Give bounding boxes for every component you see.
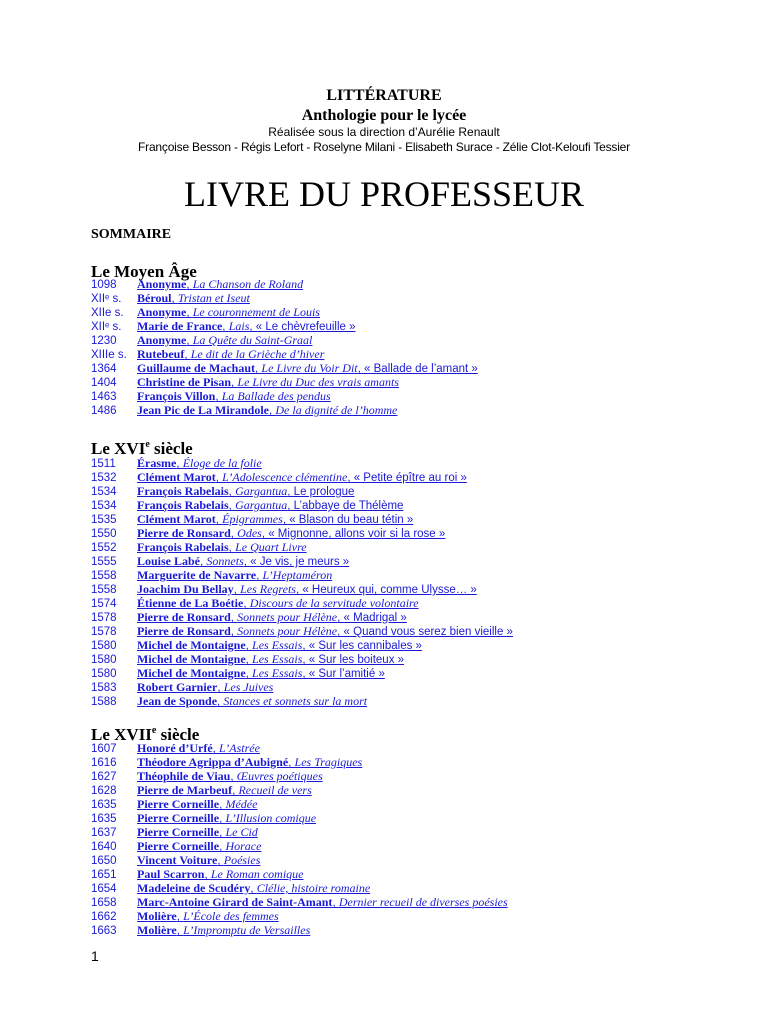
entry-author: Louise Labé xyxy=(137,554,201,568)
entry-separator: , xyxy=(215,514,223,526)
toc-entry-link[interactable] xyxy=(91,389,691,403)
entry-year: 1486 xyxy=(91,405,117,417)
entry-excerpt: , « Madrigal » xyxy=(337,612,407,624)
toc-entry-link[interactable] xyxy=(91,909,691,923)
entry-year: 1663 xyxy=(91,925,117,937)
entry-author: Michel de Montaigne xyxy=(137,652,246,666)
toc-list-xvie xyxy=(91,456,691,708)
toc-entry-link[interactable] xyxy=(91,319,691,333)
entry-author: Guillaume de Machaut xyxy=(137,361,256,375)
entry-work-title: Le Livre du Duc des vrais amants xyxy=(237,375,399,389)
entry-work-title: Dernier recueil de diverses poésies xyxy=(338,895,508,909)
entry-year: 1627 xyxy=(91,771,117,783)
entry-work-title: Les Tragiques xyxy=(294,755,363,769)
entry-author: Pierre de Ronsard xyxy=(137,526,231,540)
header-subject: LITTÉRATURE xyxy=(326,87,442,104)
entry-separator: , xyxy=(186,335,193,347)
entry-author: Pierre de Marbeuf xyxy=(137,783,233,797)
toc-entry-link[interactable] xyxy=(91,470,691,484)
entry-year: 1552 xyxy=(91,542,117,554)
entry-separator: , xyxy=(230,528,238,540)
entry-author: Molière xyxy=(137,923,177,937)
entry-excerpt: , L’abbaye de Thélème xyxy=(287,500,404,512)
toc-entry-link[interactable] xyxy=(91,783,691,797)
entry-author: François Villon xyxy=(137,389,216,403)
entry-separator: , xyxy=(171,293,178,305)
entry-author: Christine de Pisan xyxy=(137,375,232,389)
toc-entry-link[interactable] xyxy=(91,624,691,638)
entry-work-title: L’Heptaméron xyxy=(262,568,333,582)
entry-year: 1580 xyxy=(91,640,117,652)
toc-entry-link[interactable] xyxy=(91,333,691,347)
entry-separator: , xyxy=(222,321,229,333)
entry-separator: , xyxy=(243,598,250,610)
entry-year: 1658 xyxy=(91,897,117,909)
entry-separator: , xyxy=(332,897,339,909)
entry-year: 1635 xyxy=(91,799,117,811)
toc-entry-link[interactable] xyxy=(91,923,691,937)
entry-excerpt: , « Petite épître au roi » xyxy=(347,472,467,484)
entry-author: Paul Scarron xyxy=(137,867,205,881)
entry-year: 1511 xyxy=(91,458,116,470)
toc-entry-link[interactable] xyxy=(91,403,691,417)
entry-work-title: Sonnets xyxy=(206,554,244,568)
entry-author: François Rabelais xyxy=(137,498,229,512)
entry-year: XIIᵉ s. xyxy=(91,293,122,305)
section-heading-sup: e xyxy=(151,725,157,736)
entry-separator: , xyxy=(215,472,223,484)
entry-work-title: L’Illusion comique xyxy=(225,811,317,825)
entry-separator: , xyxy=(245,668,253,680)
entry-work-title: La Chanson de Roland xyxy=(192,277,304,291)
entry-year: XIIe s. xyxy=(91,307,124,319)
entry-work-title: Le couronnement de Louis xyxy=(192,305,320,319)
entry-separator: , xyxy=(256,570,263,582)
entry-author: Rutebeuf xyxy=(137,347,185,361)
entry-work-title: Horace xyxy=(225,839,262,853)
entry-year: 1588 xyxy=(91,696,117,708)
entry-author: Pierre de Ronsard xyxy=(137,610,231,624)
entry-excerpt: , « Heureux qui, comme Ulysse… » xyxy=(295,584,477,596)
sommaire-heading: SOMMAIRE xyxy=(91,227,172,242)
entry-separator: , xyxy=(230,771,237,783)
entry-work-title: La Quête du Saint-Graal xyxy=(192,333,313,347)
entry-author: Joachim Du Bellay xyxy=(137,582,234,596)
entry-work-title: De la dignité de l’homme xyxy=(275,403,398,417)
entry-separator: , xyxy=(228,486,236,498)
entry-year: 1578 xyxy=(91,612,117,624)
entry-author: Michel de Montaigne xyxy=(137,638,246,652)
entry-excerpt: , « Mignonne, allons voir si la rose » xyxy=(261,528,446,540)
entry-separator: , xyxy=(219,799,226,811)
entry-separator: , xyxy=(232,785,239,797)
entry-separator: , xyxy=(200,556,207,568)
entry-year: 1637 xyxy=(91,827,117,839)
entry-year: 1558 xyxy=(91,584,117,596)
entry-work-title: Lais xyxy=(228,319,250,333)
entry-author: Honoré d’Urfé xyxy=(137,741,213,755)
entry-separator: , xyxy=(204,869,211,881)
entry-author: Pierre de Ronsard xyxy=(137,624,231,638)
entry-work-title: Stances et sonnets sur la mort xyxy=(223,694,368,708)
entry-year: 1532 xyxy=(91,472,117,484)
toc-entry-link[interactable] xyxy=(91,610,691,624)
entry-work-title: L’Adolescence clémentine xyxy=(222,470,348,484)
toc-entry-link[interactable] xyxy=(91,554,691,568)
header-direction: Réalisée sous la direction d’Aurélie Renault xyxy=(268,125,500,139)
entry-year: 1616 xyxy=(91,757,117,769)
toc-list-xviie xyxy=(91,741,691,937)
toc-entry-link[interactable] xyxy=(91,347,691,361)
entry-separator: , xyxy=(233,584,241,596)
entry-year: 1628 xyxy=(91,785,117,797)
entry-work-title: Le Livre du Voir Dit xyxy=(261,361,358,375)
entry-author: Béroul xyxy=(137,291,172,305)
entry-separator: , xyxy=(186,307,193,319)
entry-excerpt: , « Quand vous serez bien vieille » xyxy=(337,626,513,638)
entry-separator: , xyxy=(217,855,224,867)
entry-author: Pierre Corneille xyxy=(137,825,220,839)
entry-work-title: Œuvres poétiques xyxy=(236,769,323,783)
entry-separator: , xyxy=(212,743,220,755)
toc-entry-link[interactable] xyxy=(91,867,691,881)
entry-excerpt: , « Le chèvrefeuille » xyxy=(249,321,356,333)
page-title: LIVRE DU PROFESSEUR xyxy=(183,174,585,214)
toc-entry-link[interactable] xyxy=(91,596,691,610)
entry-year: 1583 xyxy=(91,682,117,694)
toc-entry-link[interactable] xyxy=(91,741,691,755)
entry-separator: , xyxy=(219,841,226,853)
entry-year: XIIIe s. xyxy=(91,349,127,361)
entry-work-title: Gargantua xyxy=(235,484,288,498)
entry-work-title: Sonnets pour Hélène xyxy=(237,610,338,624)
entry-work-title: Les Juives xyxy=(223,680,274,694)
toc-entry-link[interactable] xyxy=(91,568,691,582)
entry-separator: , xyxy=(228,500,236,512)
entry-work-title: Médée xyxy=(225,797,258,811)
entry-separator: , xyxy=(245,654,253,666)
entry-author: Molière xyxy=(137,909,177,923)
toc-entry-link[interactable] xyxy=(91,652,691,666)
entry-author: Pierre Corneille xyxy=(137,839,220,853)
entry-year: 1550 xyxy=(91,528,117,540)
entry-year: 1650 xyxy=(91,855,117,867)
entry-year: 1535 xyxy=(91,514,117,526)
entry-year: 1098 xyxy=(91,279,117,291)
entry-author: Théophile de Viau xyxy=(137,769,231,783)
entry-author: Anonyme xyxy=(137,333,187,347)
entry-year: 1558 xyxy=(91,570,117,582)
entry-author: Michel de Montaigne xyxy=(137,666,246,680)
entry-author: Madeleine de Scudéry xyxy=(137,881,251,895)
entry-year: 1555 xyxy=(91,556,117,568)
section-heading-text: Le XVII xyxy=(91,725,152,744)
entry-year: 1364 xyxy=(91,363,117,375)
entry-work-title: Sonnets pour Hélène xyxy=(237,624,338,638)
section-heading-suffix: siècle xyxy=(149,439,193,458)
entry-author: Clément Marot xyxy=(137,512,216,526)
entry-excerpt: , Le prologue xyxy=(287,486,355,498)
entry-separator: , xyxy=(184,349,191,361)
entry-year: 1574 xyxy=(91,598,117,610)
entry-work-title: Les Essais xyxy=(252,652,303,666)
toc-entry-link[interactable] xyxy=(91,895,691,909)
entry-work-title: Les Regrets xyxy=(240,582,296,596)
entry-year: 1534 xyxy=(91,500,117,512)
toc-entry-link[interactable] xyxy=(91,755,691,769)
entry-work-title: L’École des femmes xyxy=(183,909,279,923)
toc-entry-link[interactable] xyxy=(91,498,691,512)
entry-work-title: Clélie, histoire romaine xyxy=(256,881,371,895)
entry-work-title: Tristan et Iseut xyxy=(177,291,250,305)
entry-work-title: Odes xyxy=(237,526,262,540)
header-authors: Françoise Besson - Régis Lefort - Roselyne Milani - Elisabeth Surace - Zélie Clot-Keloufi Tessier xyxy=(138,140,630,154)
entry-year: 1463 xyxy=(91,391,117,403)
entry-year: 1534 xyxy=(91,486,117,498)
toc-entry-link[interactable] xyxy=(91,811,691,825)
entry-author: Robert Garnier xyxy=(137,680,218,694)
toc-entry-link[interactable] xyxy=(91,361,691,375)
entry-separator: , xyxy=(219,813,226,825)
toc-entry-link[interactable] xyxy=(91,680,691,694)
entry-separator: , xyxy=(288,757,295,769)
entry-work-title: Le dit de la Grièche d’hiver xyxy=(190,347,325,361)
entry-author: Marie de France xyxy=(137,319,223,333)
entry-separator: , xyxy=(217,696,224,708)
entry-excerpt: , « Ballade de l’amant » xyxy=(357,363,478,375)
entry-excerpt: , « Blason du beau tétin » xyxy=(282,514,414,526)
entry-separator: , xyxy=(228,542,236,554)
entry-author: Marguerite de Navarre xyxy=(137,568,257,582)
entry-year: 1230 xyxy=(91,335,117,347)
entry-separator: , xyxy=(219,827,226,839)
entry-work-title: Épigrammes xyxy=(222,512,283,526)
entry-author: Érasme xyxy=(137,456,177,470)
page-number: 1 xyxy=(91,948,99,964)
toc-entry-link[interactable] xyxy=(91,638,691,652)
entry-separator: , xyxy=(186,279,193,291)
entry-work-title: Le Roman comique xyxy=(210,867,304,881)
entry-author: Pierre Corneille xyxy=(137,797,220,811)
toc-entry-link[interactable] xyxy=(91,769,691,783)
entry-separator: , xyxy=(215,391,222,403)
entry-work-title: Les Essais xyxy=(252,666,303,680)
toc-entry-link[interactable] xyxy=(91,456,691,470)
entry-year: 1635 xyxy=(91,813,117,825)
toc-entry-link[interactable] xyxy=(91,797,691,811)
entry-author: Théodore Agrippa d’Aubigné xyxy=(137,755,289,769)
entry-year: 1651 xyxy=(91,869,117,881)
entry-year: 1580 xyxy=(91,654,117,666)
entry-excerpt: , « Sur les cannibales » xyxy=(302,640,422,652)
entry-work-title: Éloge de la folie xyxy=(182,456,262,470)
entry-work-title: Le Quart Livre xyxy=(235,540,307,554)
header-book-title: Anthologie pour le lycée xyxy=(301,107,467,124)
entry-work-title: Le Cid xyxy=(225,825,258,839)
entry-separator: , xyxy=(176,925,184,937)
entry-year: 1607 xyxy=(91,743,117,755)
entry-work-title: Les Essais xyxy=(252,638,303,652)
toc-entry-link[interactable] xyxy=(91,512,691,526)
entry-separator: , xyxy=(176,458,183,470)
entry-author: Jean Pic de La Mirandole xyxy=(137,403,269,417)
entry-author: François Rabelais xyxy=(137,540,229,554)
entry-separator: , xyxy=(255,363,262,375)
toc-entry-link[interactable] xyxy=(91,825,691,839)
toc-entry-link[interactable] xyxy=(91,305,691,319)
toc-entry-link[interactable] xyxy=(91,291,691,305)
entry-separator: , xyxy=(231,377,238,389)
entry-work-title: Poésies xyxy=(223,853,261,867)
entry-year: 1662 xyxy=(91,911,117,923)
section-heading-suffix: siècle xyxy=(156,725,200,744)
entry-author: Pierre Corneille xyxy=(137,811,220,825)
section-heading-sup: e xyxy=(145,439,150,450)
entry-excerpt: , « Sur l’amitié » xyxy=(302,668,385,680)
entry-year: 1580 xyxy=(91,668,117,680)
entry-author: François Rabelais xyxy=(137,484,229,498)
entry-work-title: La Ballade des pendus xyxy=(221,389,331,403)
entry-separator: , xyxy=(245,640,253,652)
toc-entry-link[interactable] xyxy=(91,375,691,389)
section-heading-text: Le Moyen Âge xyxy=(91,262,197,281)
toc-entry-link[interactable] xyxy=(91,666,691,680)
entry-excerpt: , « Sur les boiteux » xyxy=(302,654,405,666)
entry-year: 1640 xyxy=(91,841,117,853)
toc-entry-link[interactable] xyxy=(91,881,691,895)
entry-author: Vincent Voiture xyxy=(137,853,218,867)
toc-entry-link[interactable] xyxy=(91,839,691,853)
entry-separator: , xyxy=(230,612,238,624)
entry-author: Jean de Sponde xyxy=(137,694,218,708)
entry-separator: , xyxy=(269,405,276,417)
entry-work-title: Recueil de vers xyxy=(238,783,312,797)
entry-year: 1654 xyxy=(91,883,117,895)
section-heading-text: Le XVI xyxy=(91,439,146,458)
entry-work-title: Gargantua xyxy=(235,498,288,512)
entry-author: Marc-Antoine Girard de Saint-Amant xyxy=(137,895,333,909)
entry-work-title: L’Impromptu de Versailles xyxy=(183,923,311,937)
entry-work-title: Discours de la servitude volontaire xyxy=(249,596,419,610)
entry-work-title: L’Astrée xyxy=(219,741,260,755)
entry-author: Anonyme xyxy=(137,277,187,291)
toc-entry-link[interactable] xyxy=(91,526,691,540)
entry-excerpt: , « Je vis, je meurs » xyxy=(243,556,350,568)
toc-entry-link[interactable] xyxy=(91,694,691,708)
toc-list-moyen-age xyxy=(91,277,691,417)
toc-entry-link[interactable] xyxy=(91,277,691,291)
entry-year: XIIᵉ s. xyxy=(91,321,122,333)
entry-separator: , xyxy=(230,626,238,638)
toc-entry-link[interactable] xyxy=(91,853,691,867)
entry-author: Clément Marot xyxy=(137,470,216,484)
entry-author: Anonyme xyxy=(137,305,187,319)
entry-year: 1404 xyxy=(91,377,117,389)
toc-entry-link[interactable] xyxy=(91,540,691,554)
entry-separator: , xyxy=(176,911,184,923)
toc-entry-link[interactable] xyxy=(91,484,691,498)
entry-author: Étienne de La Boétie xyxy=(137,596,244,610)
toc-entry-link[interactable] xyxy=(91,582,691,596)
entry-year: 1578 xyxy=(91,626,117,638)
entry-separator: , xyxy=(217,682,224,694)
entry-separator: , xyxy=(250,883,257,895)
